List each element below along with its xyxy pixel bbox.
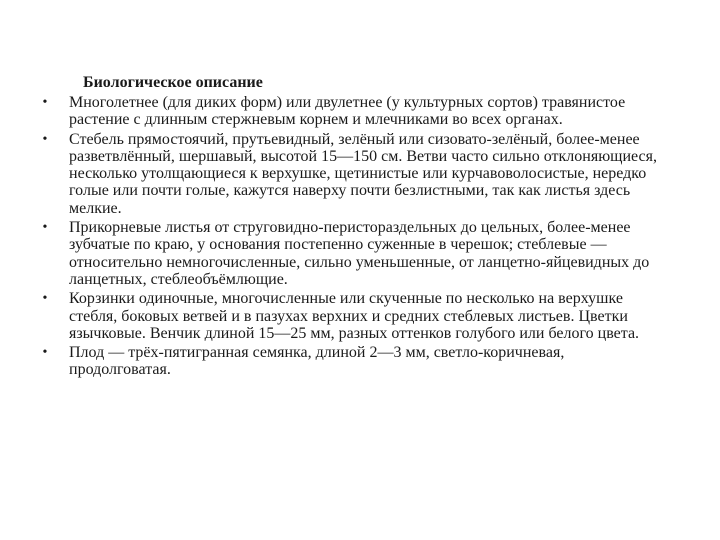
list-item xyxy=(40,219,670,288)
bullet-list xyxy=(40,94,670,381)
bullet-icon: • xyxy=(42,220,48,236)
list-item xyxy=(40,131,670,217)
slide-title: Биологическое описание xyxy=(83,74,263,91)
list-item xyxy=(40,290,670,342)
bullet-icon: • xyxy=(42,95,48,110)
bullet-icon: • xyxy=(42,131,48,147)
list-item-text: Многолетнее (для диких форм) или двулетнее (у культурных сортов) травянистое растение с длинным стержневым корнем и млечниками во всех органах. xyxy=(69,94,626,129)
list-item xyxy=(40,94,670,129)
list-item xyxy=(40,344,670,379)
list-item-text: Корзинки одиночные, многочисленные или скученные по несколько на верхушке стебля, боковых ветвей и в пазухах верхних и средних стеблевых листьев. Цветки язычковые. Венчик длиной 15—25 мм, разных оттенков голубого или белого цвета. xyxy=(69,290,640,342)
bullet-icon: • xyxy=(42,345,48,361)
list-item-text: Прикорневые листья от струговидно-перистораздельных до цельных, более-менее зубчатые по краю, у основания постепенно суженные в черешок; стеблевые — относительно немногочисленные, сильно уменьшенные, от ланцетно-яйцевидных до ланцетных, стеблеобъёмлющие. xyxy=(69,219,650,288)
list-item-text: Стебель прямостоячий, прутьевидный, зелёный или сизовато-зелёный, более-менее разветвлённый, шершавый, высотой 15—150 см. Ветви часто сильно отклоняющиеся, несколько утолщающиеся к верхушке, щетинистые или курчавоволосистые, нередко голые или почти голые, кажутся наверху почти безлистными, так как листья здесь мелкие. xyxy=(69,130,657,217)
bullet-icon: • xyxy=(42,291,48,307)
list-item-text: Плод — трёх-пятигранная семянка, длиной 2—3 мм, светло-коричневая, продолговатая. xyxy=(69,344,565,379)
